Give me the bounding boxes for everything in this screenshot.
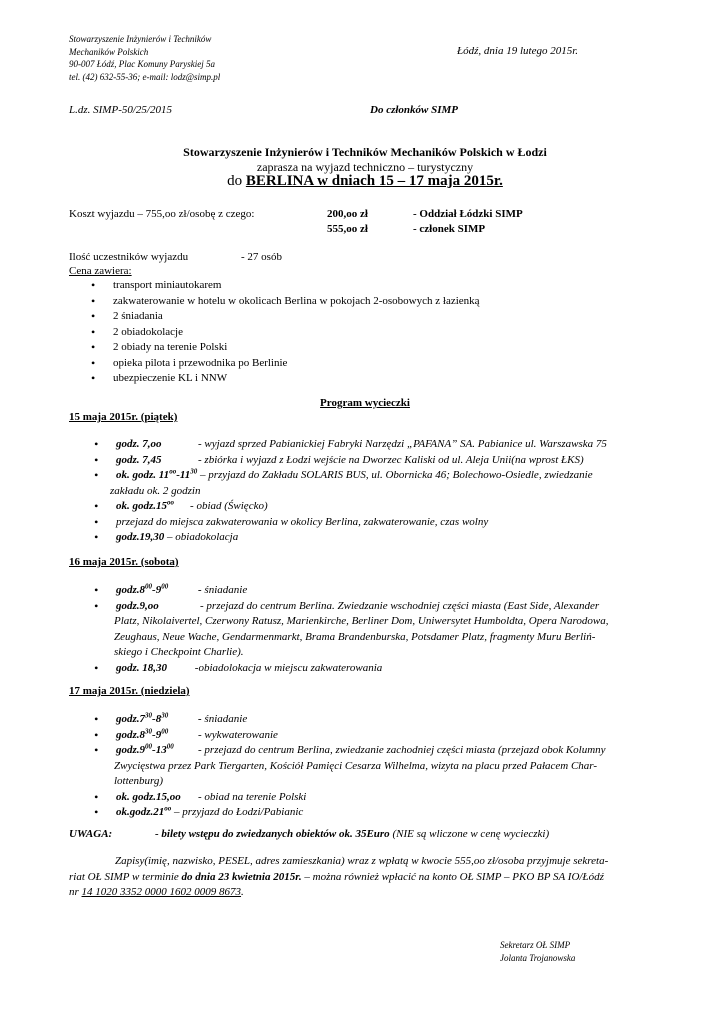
item-text: obiadolokacja w miejscu zakwaterowania xyxy=(198,661,383,674)
item-dash: - xyxy=(198,584,205,596)
list-item xyxy=(116,661,664,677)
reference-number: L.dz. SIMP-50/25/2015 xyxy=(69,104,172,116)
registration-text: nr xyxy=(69,886,82,898)
item-text: śniadanie xyxy=(204,713,248,725)
org-line-4: tel. (42) 632-55-36; e-mail: lodz@simp.pl xyxy=(69,71,221,82)
time-label: . 18,30 xyxy=(136,661,168,674)
program-title: Program wycieczki xyxy=(320,397,410,409)
item-dash: - xyxy=(198,713,205,725)
time-label: godz xyxy=(116,661,137,674)
registration-line-2 xyxy=(69,870,608,886)
cost-amount-1: 200,oo zł xyxy=(327,208,368,220)
list-item xyxy=(116,453,664,469)
list-item: • opieka pilota i przewodnika po Berlinie xyxy=(113,356,480,372)
signature-role: Sekretarz OŁ SIMP xyxy=(500,940,571,950)
list-item xyxy=(116,468,664,484)
list-item: • transport miniautokarem xyxy=(113,278,480,294)
registration-deadline: do dnia 23 kwietnia 2015r. xyxy=(181,870,302,883)
title-line-2: zaprasza na wyjazd techniczno – turystyczny xyxy=(256,160,474,174)
time-superscript: 30 xyxy=(190,467,198,476)
item-continuation: Zwycięstwa przez Park Tiergarten, Kościół Pamięci Cesarza Wilhelma, wizyta na placu przed Pałacem Char- xyxy=(114,759,598,772)
time-label: . godz.15 xyxy=(127,500,168,512)
registration-line-1: Zapisy(imię, nazwisko, PESEL, adres zamieszkania) wraz z wpłatą w kwocie 555,oo zł/osoba przyjmuje sekreta- xyxy=(115,855,609,867)
note-label: UWAGA: xyxy=(69,828,113,840)
time-superscript: 00 xyxy=(145,742,153,751)
time-label: -13 xyxy=(152,744,167,756)
org-address xyxy=(69,33,220,83)
signature xyxy=(500,939,575,964)
list-item xyxy=(116,805,664,821)
time-label: -11 xyxy=(176,469,191,481)
list-item: • 2 śniadania xyxy=(113,309,480,325)
item-text: - obiad (Święcko) xyxy=(190,500,268,512)
recipient: Do członków SIMP xyxy=(370,104,459,116)
registration xyxy=(69,854,608,901)
time-label: ok xyxy=(116,500,127,512)
item-text: - obiad na terenie Polski xyxy=(198,790,307,803)
cost-desc-2: - członek SIMP xyxy=(413,223,486,235)
time-superscript: 00 xyxy=(145,582,153,591)
time-superscript: oo xyxy=(167,498,175,507)
bank-account-number: 14 1020 3352 0000 1602 0009 8673 xyxy=(81,886,242,898)
participants-value: - 27 osób xyxy=(241,251,282,263)
list-item: • 2 obiady na terenie Polski xyxy=(113,340,480,356)
signature-name: Jolanta Trojanowska xyxy=(500,952,576,963)
item-continuation: Platz, Nikolaivertel, Czerwony Ratusz, Marienkirche, Berliner Dom, Uniwersytet Humboldta, Opera Narodowa, xyxy=(114,615,609,627)
time-label: godz. 7,45 xyxy=(116,453,162,466)
time-label: godz.8 xyxy=(116,728,146,741)
item-continuation: lottenburg) xyxy=(114,775,164,787)
time-label: -9 xyxy=(152,584,162,596)
list-item xyxy=(116,790,664,806)
includes-label: Cena zawiera: xyxy=(69,265,132,277)
participants-label: Ilość uczestników wyjazdu xyxy=(69,251,189,263)
item-text: - przejazd do centrum Berlina. Zwiedzanie wschodniej części miasta (East Side, Alexander xyxy=(200,599,600,612)
list-item: • 2 obiadokolacje xyxy=(113,325,480,341)
time-label: godz.9,oo xyxy=(116,599,159,612)
item-text: – przyjazd do Łodzi/Pabianic xyxy=(171,806,304,818)
note-text: - bilety wstępu do zwiedzanych obiektów ok. 35Euro xyxy=(155,828,390,840)
item-text: - wyjazd sprzed Pabianickiej Fabryki Narzędzi „PAFANA” SA. Pabianice ul. Warszawska 75 xyxy=(198,438,607,450)
registration-text: – można również wpłacić na konto OŁ SIMP – PKO BP SA IO/Łódź xyxy=(301,870,604,883)
list-item xyxy=(116,728,664,744)
cost-desc-1: - Oddział Łódzki SIMP xyxy=(413,208,523,220)
registration-line-3 xyxy=(69,885,608,901)
title-line-3 xyxy=(0,173,725,190)
time-label: godz.8 xyxy=(116,584,146,596)
time-superscript: 30 xyxy=(161,711,169,720)
item-text: - przejazd do centrum Berlina, zwiedzanie zachodniej części miasta (przejazd obok Kolumny xyxy=(198,744,606,756)
time-label: godz.19,30 xyxy=(116,531,165,543)
note xyxy=(69,827,549,843)
day-3-title: 17 maja 2015r. (niedziela) xyxy=(69,685,190,697)
time-label: -8 xyxy=(152,713,162,725)
includes-list xyxy=(113,278,480,387)
org-line-1: Stowarzyszenie Inżynierów i Techników xyxy=(69,34,212,44)
day-2-title: 16 maja 2015r. (sobota) xyxy=(69,556,179,568)
time-label: ok. godz.15,oo xyxy=(116,790,181,803)
list-item xyxy=(116,743,664,759)
item-dash: - xyxy=(194,661,199,674)
registration-text: . xyxy=(241,886,244,898)
time-label: godz.9 xyxy=(116,744,146,756)
time-label: -9 xyxy=(152,728,162,741)
title-line-1: Stowarzyszenie Inżynierów i Techników Mechaników Polskich w Łodzi xyxy=(183,145,547,159)
cost-label: Koszt wyjazdu – 755,oo zł/osobę z czego: xyxy=(69,208,255,220)
time-label: ok. godz. 11 xyxy=(116,469,170,481)
time-superscript: oo xyxy=(164,804,172,813)
time-superscript: 30 xyxy=(145,711,153,720)
title-prefix: do xyxy=(227,173,246,189)
item-text: śniadanie xyxy=(204,584,248,596)
note-rest: (NIE są wliczone w cenę wycieczki) xyxy=(389,828,550,840)
letter-date: Łódź, dnia 19 lutego 2015r. xyxy=(457,45,579,57)
list-item xyxy=(116,530,664,546)
item-text: – obiadokolacja xyxy=(164,531,239,543)
list-item xyxy=(116,712,664,728)
day-1-title: 15 maja 2015r. (piątek) xyxy=(69,411,178,423)
list-item xyxy=(116,583,664,599)
item-text: - zbiórka i wyjazd z Łodzi wejście na Dworzec Kaliski od ul. Aleja Unii(na wprost ŁKS) xyxy=(198,453,584,466)
time-label: godz.7 xyxy=(116,713,146,725)
registration-text: riat OŁ SIMP w terminie xyxy=(69,870,182,883)
list-item xyxy=(116,437,664,453)
cost-amount-2: 555,oo zł xyxy=(327,223,368,235)
org-line-2: Mechaników Polskich xyxy=(69,46,149,57)
org-line-3: 90-007 Łódź, Plac Komuny Paryskiej 5a xyxy=(69,59,215,69)
time-superscript: 30 xyxy=(145,726,153,735)
time-superscript: 00 xyxy=(166,742,174,751)
list-item: • zakwaterowanie w hotelu w okolicach Berlina w pokojach 2-osobowych z łazienką xyxy=(113,294,480,310)
time-label: godz. 7,oo xyxy=(116,438,162,450)
item-continuation: zakładu ok. 2 godzin xyxy=(110,484,201,497)
list-item: • ubezpieczenie KL i NNW xyxy=(113,371,480,387)
time-superscript: oo xyxy=(169,467,177,476)
item-text: – przyjazd do Zakładu SOLARIS BUS, ul. Obornicka 46; Bolechowo-Osiedle, zwiedzanie xyxy=(197,469,593,481)
item-continuation: Zeughaus, Neue Wache, Gendarmenmarkt, Brama Brandenburska, Potsdamer Platz, fragmenty Muru Berliń- xyxy=(114,630,596,643)
day-3-schedule xyxy=(116,712,664,821)
item-text: - wykwaterowanie xyxy=(198,728,278,741)
list-item xyxy=(116,599,664,615)
time-superscript: 00 xyxy=(161,582,169,591)
list-item: • przejazd do miejsca zakwaterowania w okolicy Berlina, zakwaterowanie, czas wolny xyxy=(116,515,664,531)
item-continuation: skiego i Checkpoint Charlie). xyxy=(114,646,244,658)
time-superscript: 00 xyxy=(161,726,169,735)
day-2-schedule xyxy=(116,583,664,676)
list-item xyxy=(116,499,664,515)
title-destination: BERLINA w dniach 15 – 17 maja 2015r. xyxy=(245,173,503,189)
time-label: ok.godz.21 xyxy=(116,806,165,818)
day-1-schedule xyxy=(110,437,664,546)
